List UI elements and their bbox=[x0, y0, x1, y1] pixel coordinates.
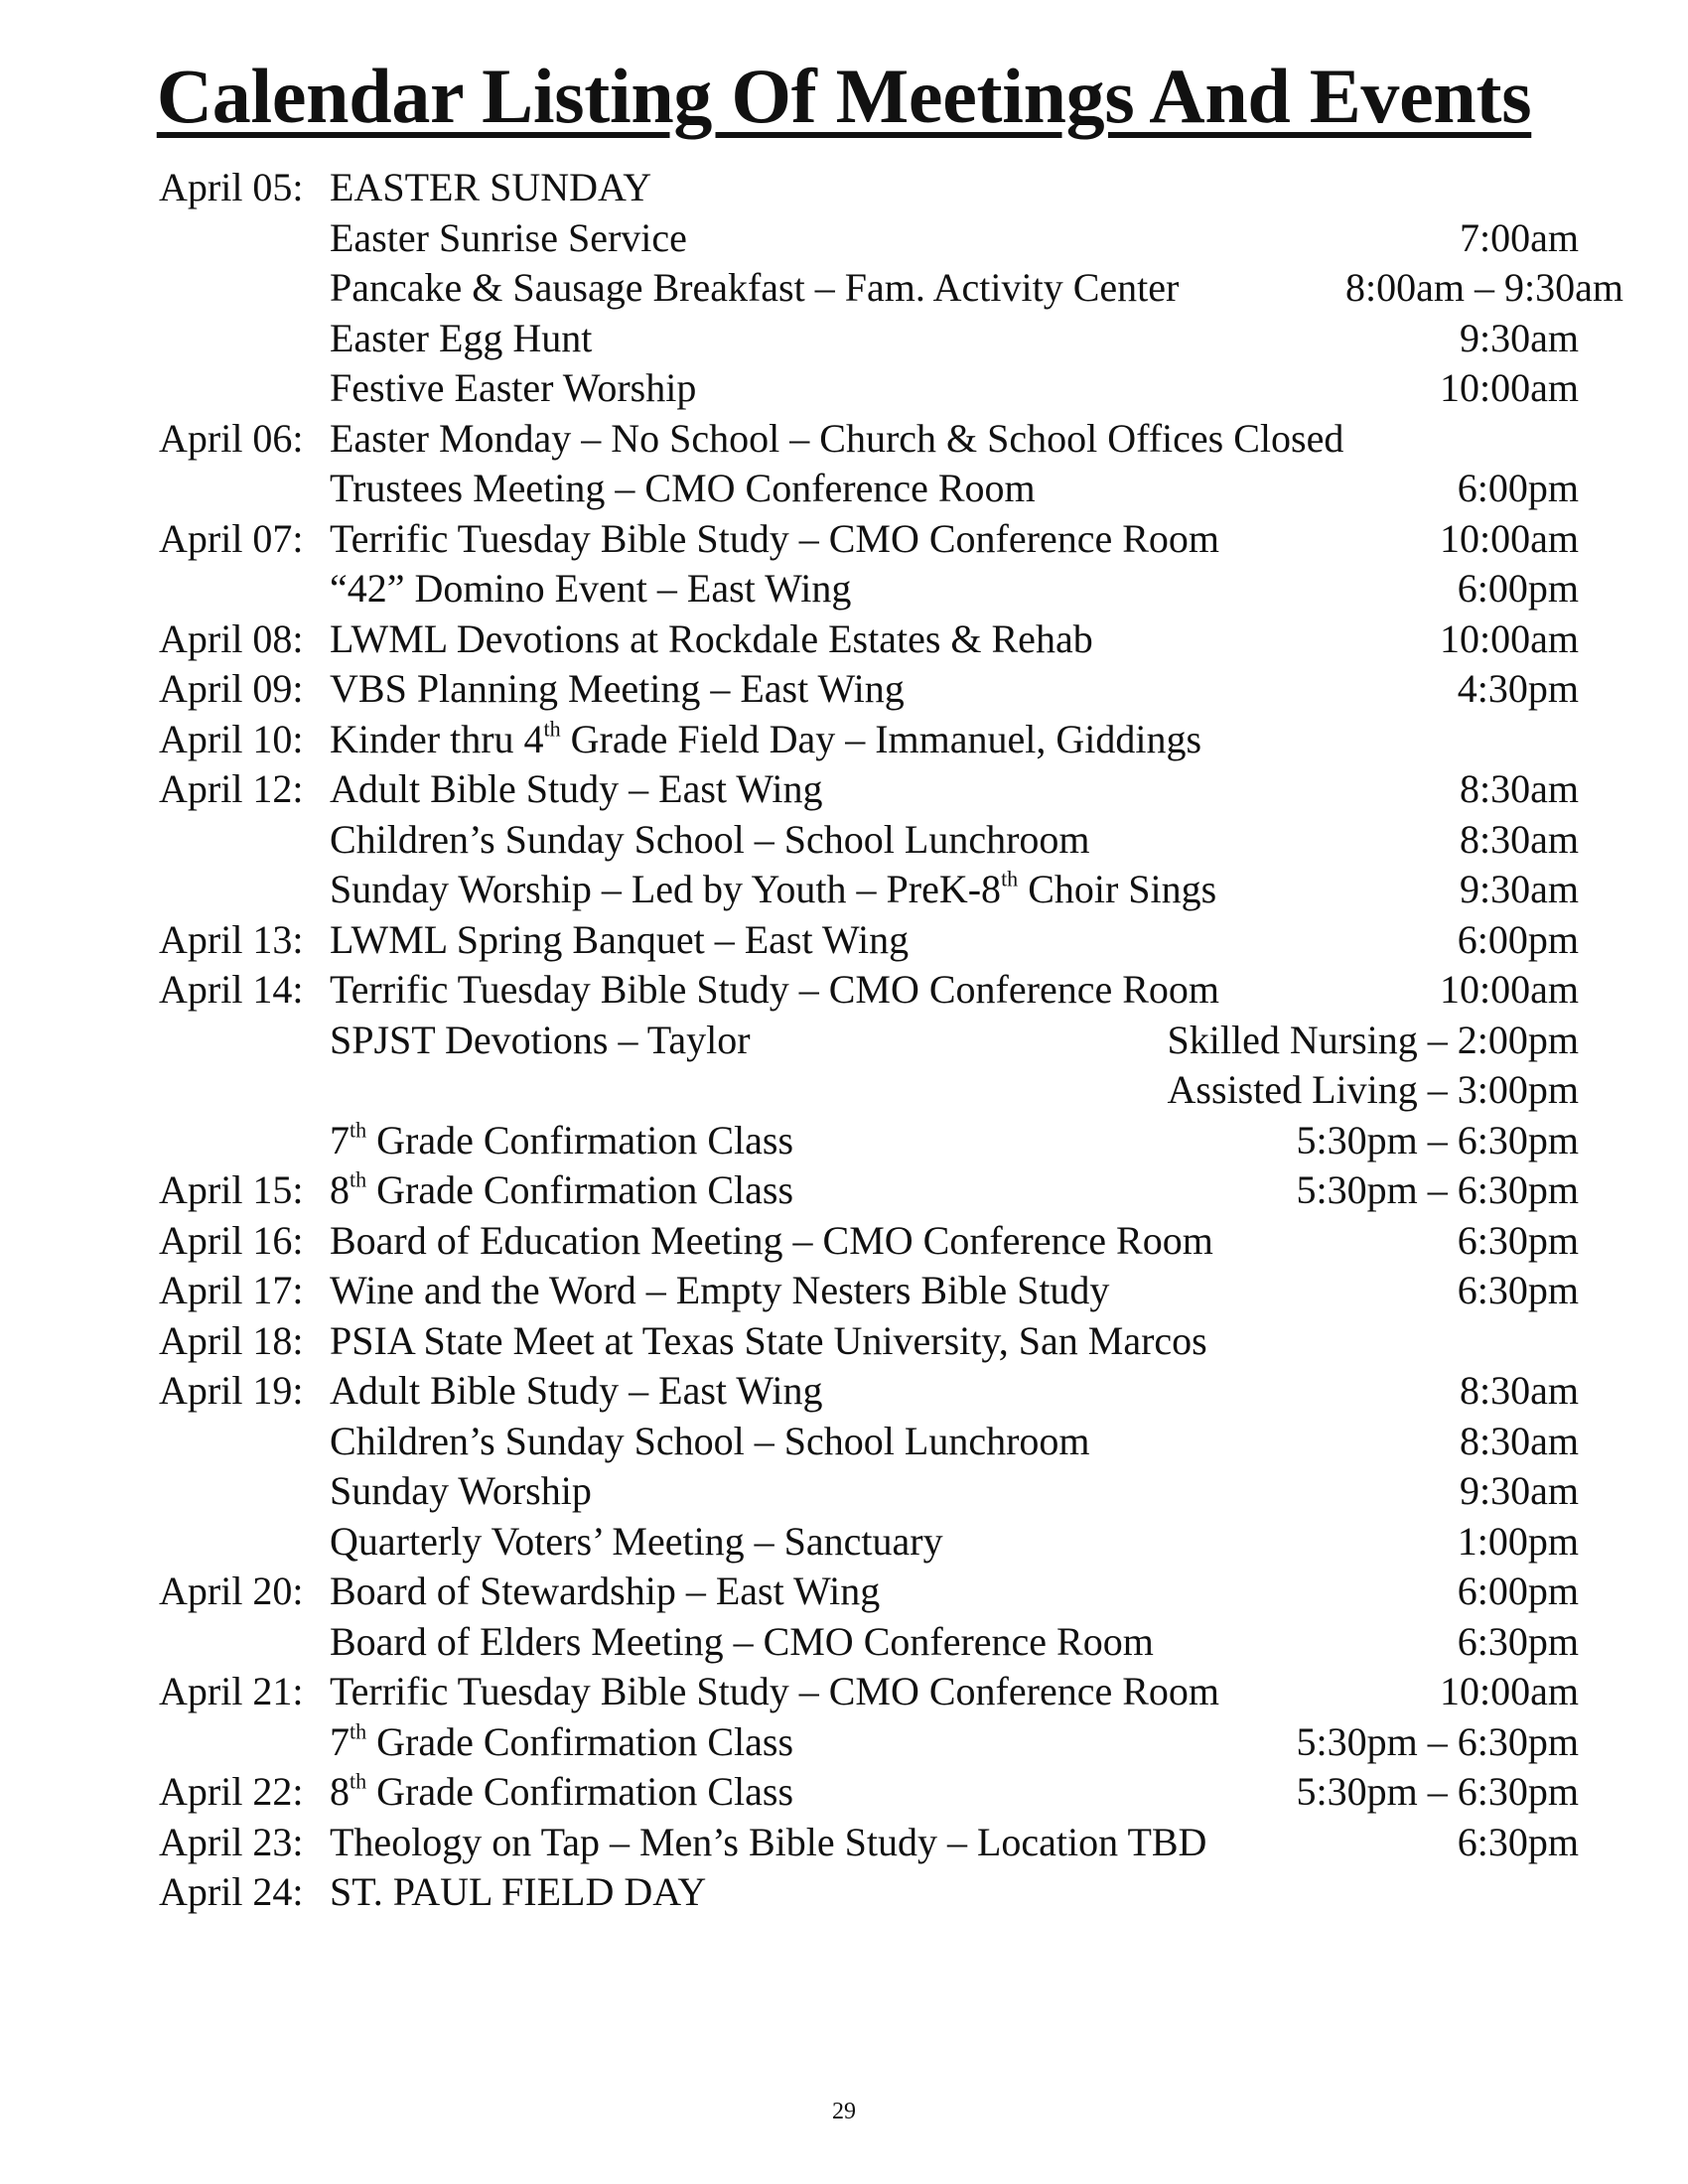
event-time: 10:00am bbox=[1440, 365, 1579, 410]
event-text: SPJST Devotions – Taylor bbox=[330, 1017, 751, 1062]
calendar-row bbox=[159, 1216, 1579, 1267]
event-time: 6:00pm bbox=[1457, 466, 1579, 510]
event-time: 10:00am bbox=[1440, 967, 1579, 1012]
event-time: 4:30pm bbox=[1457, 666, 1579, 711]
event-title bbox=[330, 314, 592, 364]
event-text: PSIA State Meet at Texas State University, San Marcos bbox=[330, 1317, 1207, 1363]
event-text: ST. PAUL FIELD DAY bbox=[330, 1869, 707, 1914]
event-title bbox=[330, 1316, 1207, 1367]
calendar-row bbox=[159, 163, 1579, 213]
event-title bbox=[330, 414, 1343, 465]
event-date: April 10: bbox=[159, 716, 304, 761]
event-text: Children’s Sunday School – School Lunchroom bbox=[330, 1418, 1090, 1463]
event-time: 8:30am bbox=[1460, 1368, 1579, 1413]
event-text: Pancake & Sausage Breakfast – Fam. Activity Center bbox=[330, 265, 1180, 310]
event-date: April 09: bbox=[159, 666, 304, 711]
event-text: 7 bbox=[330, 1117, 350, 1162]
calendar-row bbox=[159, 1717, 1579, 1768]
event-text: Children’s Sunday School – School Lunchroom bbox=[330, 816, 1090, 862]
calendar-row bbox=[159, 1867, 1579, 1918]
event-text: Easter Monday – No School – Church & School Offices Closed bbox=[330, 415, 1344, 461]
event-date: April 08: bbox=[159, 615, 304, 661]
event-time: 8:30am bbox=[1460, 816, 1579, 862]
calendar-row bbox=[159, 865, 1579, 915]
event-time: 6:30pm bbox=[1457, 1819, 1579, 1864]
event-date: April 21: bbox=[159, 1669, 304, 1713]
event-title bbox=[330, 965, 1219, 1016]
event-title bbox=[330, 1617, 1154, 1668]
event-title bbox=[330, 1417, 1090, 1467]
event-text: Grade Field Day – Immanuel, Giddings bbox=[560, 716, 1202, 761]
event-title bbox=[330, 715, 1201, 765]
page-title: Calendar Listing Of Meetings And Events bbox=[156, 53, 1532, 139]
event-text: Adult Bible Study – East Wing bbox=[330, 766, 823, 811]
calendar-row bbox=[159, 213, 1579, 264]
event-title bbox=[330, 764, 823, 815]
event-text: Grade Confirmation Class bbox=[366, 1718, 794, 1764]
event-text: Easter Egg Hunt bbox=[330, 315, 593, 360]
event-text: Wine and the Word – Empty Nesters Bible Study bbox=[330, 1268, 1110, 1312]
event-title bbox=[330, 1867, 706, 1918]
event-title bbox=[330, 1667, 1219, 1717]
event-title bbox=[330, 363, 696, 414]
calendar-row bbox=[159, 363, 1579, 414]
event-date: April 15: bbox=[159, 1167, 304, 1212]
calendar-row bbox=[159, 1366, 1579, 1417]
calendar-row bbox=[159, 1517, 1579, 1568]
event-title bbox=[330, 1165, 793, 1216]
calendar-row bbox=[159, 1767, 1579, 1818]
event-title bbox=[330, 664, 905, 715]
event-text: Grade Confirmation Class bbox=[366, 1167, 794, 1212]
event-time: 6:00pm bbox=[1457, 566, 1579, 611]
event-time: 5:30pm – 6:30pm bbox=[1296, 1167, 1579, 1212]
event-date: April 06: bbox=[159, 415, 304, 461]
calendar-row bbox=[159, 1417, 1579, 1467]
event-title bbox=[330, 1266, 1109, 1316]
event-text: Choir Sings bbox=[1018, 867, 1217, 911]
event-date: April 22: bbox=[159, 1769, 304, 1814]
calendar-row bbox=[159, 815, 1579, 866]
event-time: 6:00pm bbox=[1457, 916, 1579, 962]
calendar-row bbox=[159, 263, 1623, 314]
event-title bbox=[330, 614, 1093, 665]
calendar-row bbox=[159, 464, 1579, 514]
event-date: April 23: bbox=[159, 1819, 304, 1864]
event-title bbox=[330, 163, 651, 213]
calendar-row bbox=[159, 1316, 1579, 1367]
event-time: Assisted Living – 3:00pm bbox=[1167, 1067, 1579, 1112]
calendar-row bbox=[159, 1667, 1579, 1717]
ordinal-suffix: th bbox=[350, 1768, 367, 1794]
event-date: April 18: bbox=[159, 1317, 304, 1363]
event-date: April 07: bbox=[159, 515, 304, 561]
event-date: April 19: bbox=[159, 1368, 304, 1413]
event-text: “42” Domino Event – East Wing bbox=[330, 566, 852, 611]
event-time: 10:00am bbox=[1440, 515, 1579, 561]
event-text: LWML Devotions at Rockdale Estates & Rehab bbox=[330, 615, 1093, 661]
calendar-row bbox=[159, 1617, 1579, 1668]
event-time: 5:30pm – 6:30pm bbox=[1296, 1718, 1579, 1764]
event-date: April 20: bbox=[159, 1569, 304, 1613]
calendar-row bbox=[159, 314, 1579, 364]
event-text: Terrific Tuesday Bible Study – CMO Conference Room bbox=[330, 1669, 1219, 1713]
event-time: 8:30am bbox=[1460, 766, 1579, 811]
event-time: 5:30pm – 6:30pm bbox=[1296, 1769, 1579, 1814]
ordinal-suffix: th bbox=[350, 1166, 367, 1192]
event-text: Trustees Meeting – CMO Conference Room bbox=[330, 466, 1036, 510]
event-text: Festive Easter Worship bbox=[330, 365, 697, 410]
event-text: Sunday Worship bbox=[330, 1468, 592, 1513]
event-text: Kinder thru 4 bbox=[330, 716, 544, 761]
calendar-row bbox=[159, 965, 1579, 1016]
event-time: 6:30pm bbox=[1457, 1217, 1579, 1263]
event-title bbox=[330, 1818, 1206, 1868]
calendar-row bbox=[159, 564, 1579, 614]
event-text: Board of Elders Meeting – CMO Conference Room bbox=[330, 1618, 1154, 1664]
event-title bbox=[330, 1466, 592, 1517]
event-time: 6:00pm bbox=[1457, 1569, 1579, 1613]
event-text: Sunday Worship – Led by Youth – PreK-8 bbox=[330, 867, 1002, 911]
event-date: April 12: bbox=[159, 766, 304, 811]
event-time: 9:30am bbox=[1460, 315, 1579, 360]
event-text: Adult Bible Study – East Wing bbox=[330, 1368, 823, 1413]
event-title bbox=[330, 1366, 823, 1417]
event-title bbox=[330, 464, 1036, 514]
ordinal-suffix: th bbox=[1001, 866, 1019, 891]
event-title bbox=[330, 213, 687, 264]
calendar-row bbox=[159, 764, 1579, 815]
event-time: Skilled Nursing – 2:00pm bbox=[1167, 1017, 1579, 1062]
calendar-listing bbox=[159, 163, 1623, 1918]
calendar-row bbox=[159, 1466, 1579, 1517]
event-title bbox=[330, 1567, 880, 1617]
event-text: LWML Spring Banquet – East Wing bbox=[330, 916, 910, 962]
event-text: Terrific Tuesday Bible Study – CMO Conference Room bbox=[330, 515, 1219, 561]
event-title bbox=[330, 514, 1219, 565]
event-text: Grade Confirmation Class bbox=[366, 1769, 794, 1814]
event-text: Grade Confirmation Class bbox=[366, 1117, 794, 1162]
event-text: Theology on Tap – Men’s Bible Study – Location TBD bbox=[330, 1819, 1207, 1864]
ordinal-suffix: th bbox=[350, 1117, 367, 1142]
event-title bbox=[330, 865, 1216, 915]
calendar-row bbox=[159, 715, 1579, 765]
event-time: 5:30pm – 6:30pm bbox=[1296, 1117, 1579, 1162]
calendar-row bbox=[159, 414, 1579, 465]
event-time: 9:30am bbox=[1460, 867, 1579, 911]
event-text: 7 bbox=[330, 1718, 350, 1764]
calendar-row bbox=[159, 1567, 1579, 1617]
event-text: 8 bbox=[330, 1769, 350, 1814]
event-text: 8 bbox=[330, 1167, 350, 1212]
calendar-row bbox=[159, 915, 1579, 966]
event-time: 10:00am bbox=[1440, 1669, 1579, 1713]
event-text: Easter Sunrise Service bbox=[330, 214, 687, 260]
event-title bbox=[330, 1116, 793, 1166]
event-title bbox=[330, 1517, 943, 1568]
event-title bbox=[330, 263, 1179, 314]
event-text: Quarterly Voters’ Meeting – Sanctuary bbox=[330, 1518, 943, 1564]
event-title bbox=[330, 564, 851, 614]
page-number: 29 bbox=[832, 2099, 856, 2124]
event-text: EASTER SUNDAY bbox=[330, 165, 652, 209]
event-time: 7:00am bbox=[1460, 214, 1579, 260]
event-date: April 17: bbox=[159, 1268, 304, 1312]
calendar-row bbox=[159, 1116, 1579, 1166]
calendar-row bbox=[159, 1165, 1579, 1216]
calendar-row bbox=[159, 1818, 1579, 1868]
event-text: VBS Planning Meeting – East Wing bbox=[330, 666, 905, 711]
calendar-row bbox=[159, 514, 1579, 565]
event-date: April 24: bbox=[159, 1869, 304, 1914]
event-date: April 16: bbox=[159, 1217, 304, 1263]
calendar-row bbox=[159, 1016, 1579, 1066]
calendar-row bbox=[159, 664, 1579, 715]
event-text: Board of Stewardship – East Wing bbox=[330, 1569, 881, 1613]
event-title bbox=[330, 1717, 793, 1768]
calendar-row bbox=[159, 1266, 1579, 1316]
event-date: April 14: bbox=[159, 967, 304, 1012]
calendar-row bbox=[159, 614, 1579, 665]
ordinal-suffix: th bbox=[543, 716, 561, 741]
event-title bbox=[330, 815, 1090, 866]
event-date: April 05: bbox=[159, 165, 304, 209]
event-title bbox=[330, 915, 909, 966]
event-time: 8:00am – 9:30am bbox=[1345, 265, 1623, 310]
event-text: Board of Education Meeting – CMO Conference Room bbox=[330, 1217, 1213, 1263]
calendar-row bbox=[159, 1065, 1579, 1116]
event-time: 8:30am bbox=[1460, 1418, 1579, 1463]
event-time: 10:00am bbox=[1440, 615, 1579, 661]
event-time: 1:00pm bbox=[1457, 1518, 1579, 1564]
event-date: April 13: bbox=[159, 916, 304, 962]
event-title bbox=[330, 1016, 751, 1066]
event-title bbox=[330, 1216, 1213, 1267]
event-time: 6:30pm bbox=[1457, 1268, 1579, 1312]
event-text: Terrific Tuesday Bible Study – CMO Conference Room bbox=[330, 967, 1219, 1012]
event-time: 9:30am bbox=[1460, 1468, 1579, 1513]
event-time: 6:30pm bbox=[1457, 1618, 1579, 1664]
event-title bbox=[330, 1767, 793, 1818]
ordinal-suffix: th bbox=[350, 1718, 367, 1743]
